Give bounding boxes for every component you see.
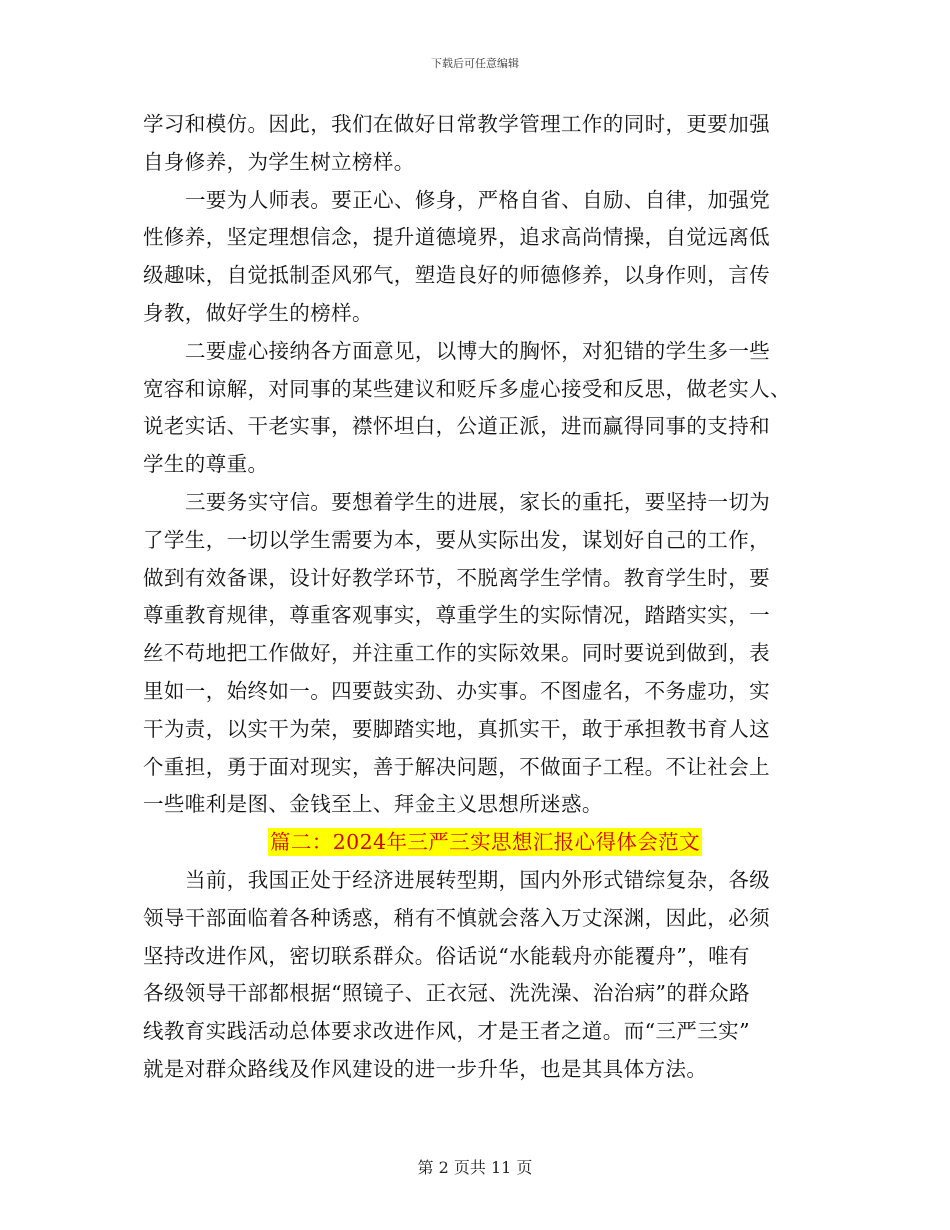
paragraph-line: 当前，我国正处于经济进展转型期，国内外形式错综复杂，各级 (185, 867, 771, 892)
paragraph-line: 二要虚心接纳各方面意见，以博大的胸怀，对犯错的学生多一些 (185, 338, 771, 363)
document-body (143, 106, 803, 1089)
paragraph-line: 学习和模仿。因此，我们在做好日常教学管理工作的同时，更要加强 (143, 112, 770, 136)
section-heading-line (143, 824, 803, 862)
paragraph-line: 做到有效备课，设计好教学环节，不脱离学生学情。教育学生时，要 (143, 565, 770, 590)
page-footer: 第 2 页共 11 页 (417, 1158, 533, 1177)
paragraph-line: 身教，做好学生的榜样。 (143, 300, 373, 325)
page-header: 下载后可任意编辑 (431, 57, 519, 70)
section-heading: 篇二：2024年三严三实思想汇报心得体会范文 (270, 830, 700, 855)
paragraph-line: 三要务实守信。要想着学生的进展，家长的重托，要坚持一切为 (185, 489, 771, 514)
paragraph-line: 说老实话、干老实事，襟怀坦白，公道正派，进而赢得同事的支持和 (143, 414, 770, 439)
paragraph-line: 就是对群众路线及作风建设的进一步升华，也是其具体方法。 (143, 1056, 708, 1081)
paragraph-line: 领导干部面临着各种诱惑，稍有不慎就会落入万丈深渊，因此，必须 (143, 905, 770, 930)
paragraph-line: 干为责，以实干为荣，要脚踏实地，真抓实干，敢于承担教书育人这 (143, 716, 770, 741)
paragraph-line: 坚持改进作风，密切联系群众。俗话说“水能载舟亦能覆舟”，唯有 (143, 943, 750, 968)
paragraph-line: 里如一，始终如一。四要鼓实劲、办实事。不图虚名，不务虚功，实 (143, 678, 770, 703)
paragraph-line: 尊重教育规律，尊重客观事实，尊重学生的实际情况，踏踏实实，一 (143, 603, 770, 628)
paragraph-line: 各级领导干部都根据“照镜子、正衣冠、洗洗澡、治治病”的群众路 (143, 981, 750, 1006)
paragraph-line: 线教育实践活动总体要求改进作风，才是王者之道。而“三严三实” (143, 1019, 750, 1044)
paragraph-line: 级趣味，自觉抵制歪风邪气，塑造良好的师德修养，以身作则，言传 (143, 263, 770, 288)
paragraph-line: 丝不苟地把工作做好，并注重工作的实际效果。同时要说到做到，表 (143, 641, 770, 666)
paragraph-line: 了学生，一切以学生需要为本，要从实际出发，谋划好自己的工作， (143, 527, 770, 552)
paragraph-line: 学生的尊重。 (143, 452, 269, 477)
paragraph-line: 一要为人师表。要正心、修身，严格自省、自励、自律，加强党 (185, 187, 771, 212)
paragraph-line: 宽容和谅解，对同事的某些建议和贬斥多虚心接受和反思，做老实人、 (143, 376, 791, 401)
paragraph-line: 一些唯利是图、金钱至上、拜金主义思想所迷惑。 (143, 792, 603, 817)
paragraph-line: 性修养，坚定理想信念，提升道德境界，追求高尚情操，自觉远离低 (143, 225, 770, 250)
paragraph-line: 个重担，勇于面对现实，善于解决问题，不做面子工程。不让社会上 (143, 754, 770, 779)
paragraph-line: 自身修养，为学生树立榜样。 (143, 149, 415, 174)
